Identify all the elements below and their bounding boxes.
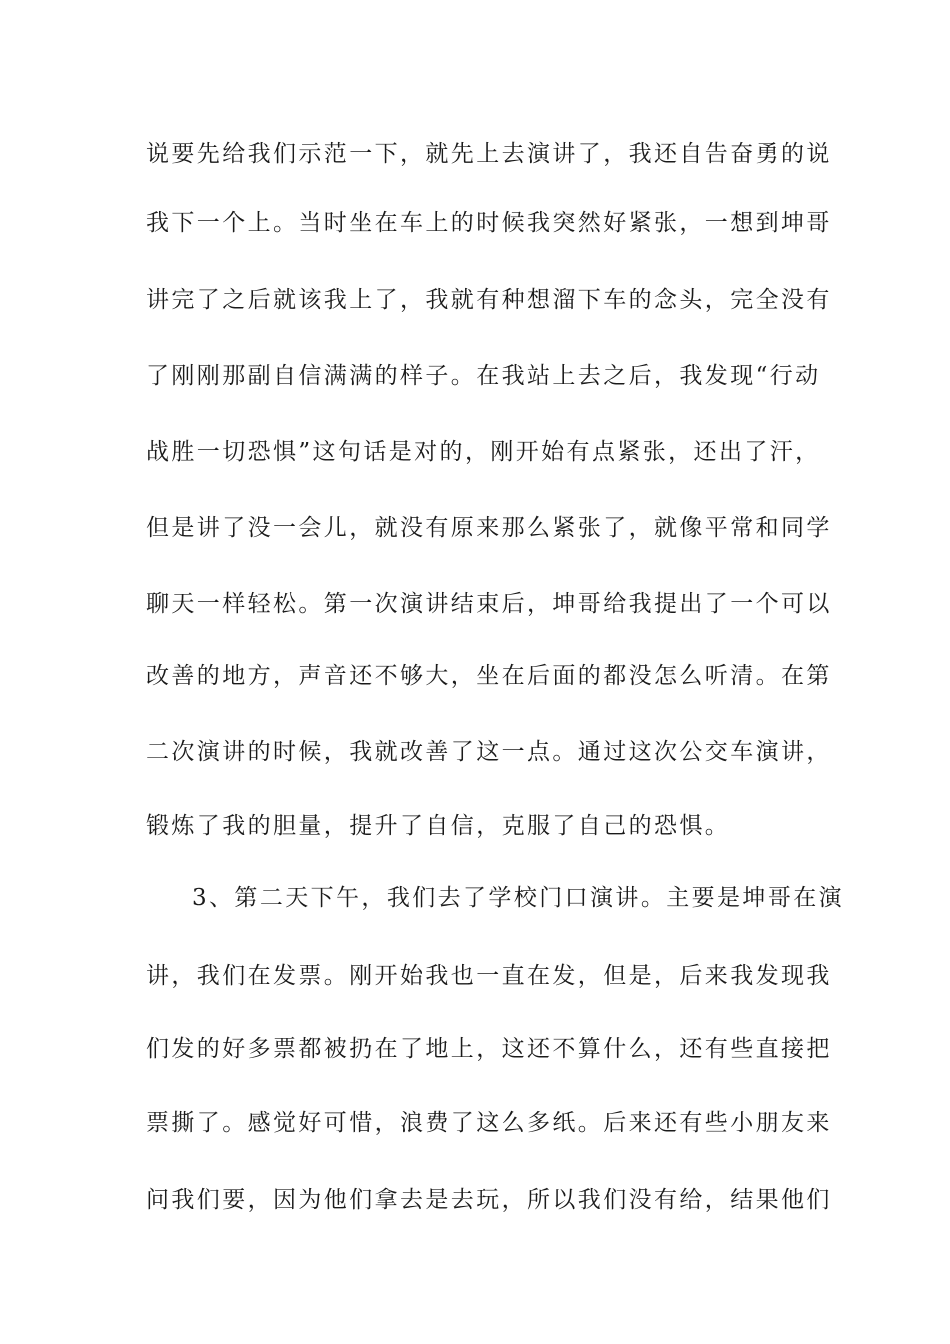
text-line-13: 们发的好多票都被扔在了地上，这还不算什么，还有些直接把 bbox=[146, 1036, 832, 1062]
text-line-8: 改善的地方，声音还不够大，坐在后面的都没怎么听清。在第 bbox=[146, 663, 832, 689]
text-line-3: 讲完了之后就该我上了，我就有种想溜下车的念头，完全没有 bbox=[146, 287, 832, 313]
text-line-5: 战胜一切恐惧”这句话是对的，刚开始有点紧张，还出了汗， bbox=[146, 439, 821, 465]
text-line-1: 说要先给我们示范一下，就先上去演讲了，我还自告奋勇的说 bbox=[146, 141, 832, 167]
text-line-12: 讲，我们在发票。刚开始我也一直在发，但是，后来我发现我 bbox=[146, 963, 832, 989]
text-line-14: 票撕了。感觉好可惜，浪费了这么多纸。后来还有些小朋友来 bbox=[146, 1110, 832, 1136]
text-line-11: 3、第二天下午，我们去了学校门口演讲。主要是坤哥在演 bbox=[192, 885, 845, 911]
text-line-7: 聊天一样轻松。第一次演讲结束后，坤哥给我提出了一个可以 bbox=[146, 591, 832, 617]
text-line-15: 问我们要，因为他们拿去是去玩，所以我们没有给，结果他们 bbox=[146, 1187, 832, 1213]
text-line-4: 了刚刚那副自信满满的样子。在我站上去之后，我发现“行动 bbox=[146, 363, 821, 389]
text-line-2: 我下一个上。当时坐在车上的时候我突然好紧张，一想到坤哥 bbox=[146, 210, 832, 236]
text-line-10: 锻炼了我的胆量，提升了自信，克服了自己的恐惧。 bbox=[146, 813, 731, 839]
text-line-9: 二次演讲的时候，我就改善了这一点。通过这次公交车演讲， bbox=[146, 739, 832, 765]
text-line-6: 但是讲了没一会儿，就没有原来那么紧张了，就像平常和同学 bbox=[146, 515, 832, 541]
